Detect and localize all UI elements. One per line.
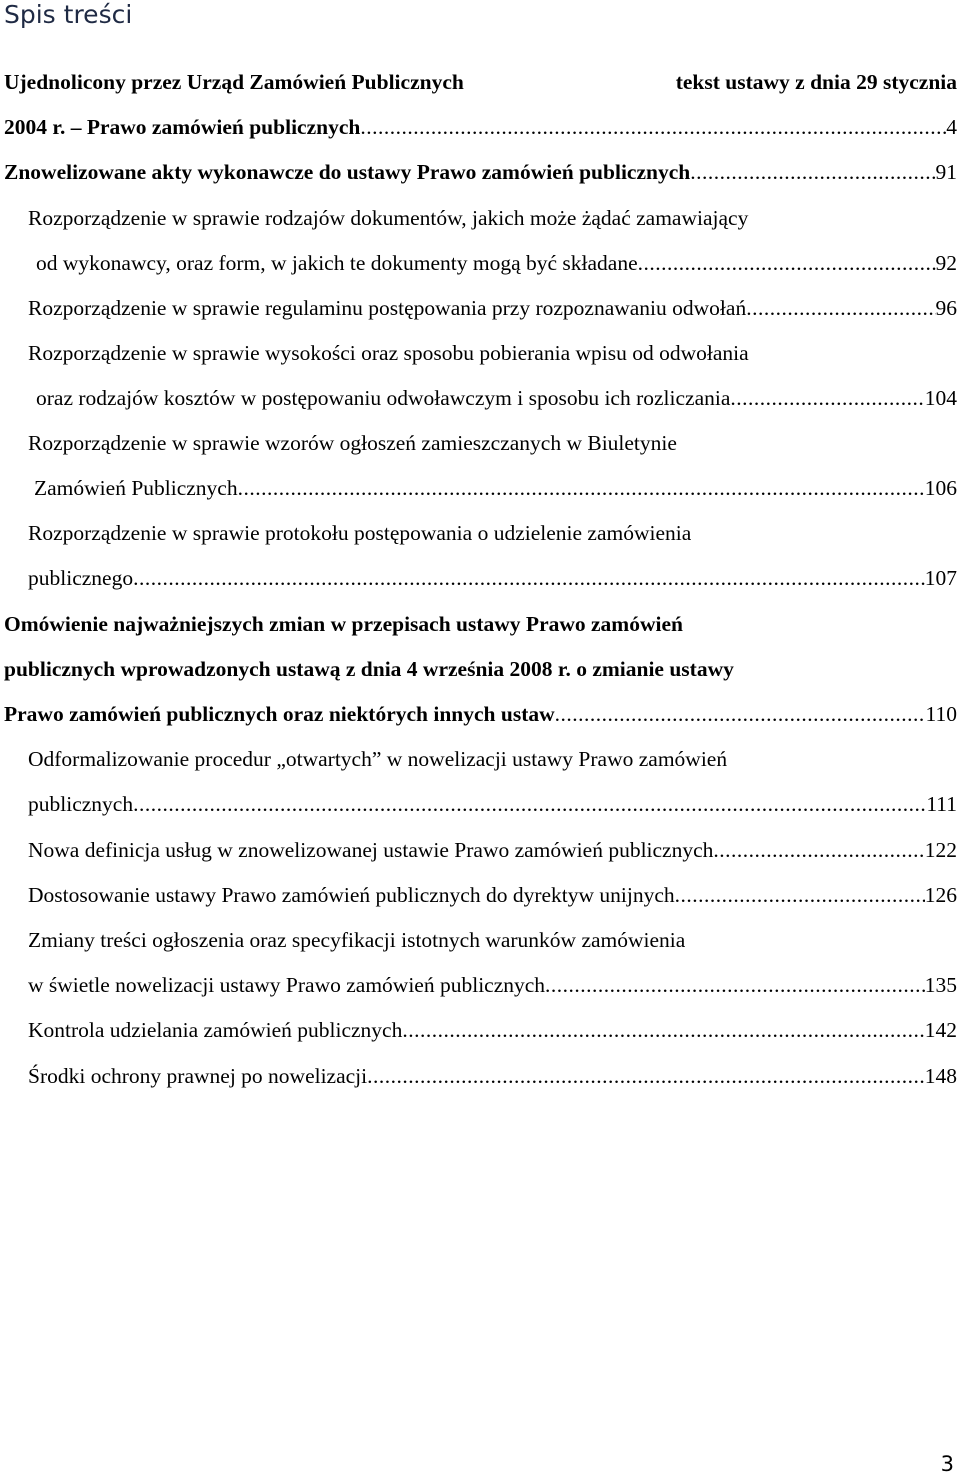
- toc-entry[interactable]: [28, 789, 957, 819]
- toc-entry[interactable]: [36, 383, 957, 413]
- toc-page-number: 4: [946, 115, 957, 139]
- toc-page-number: 92: [935, 251, 957, 275]
- toc-entry-text: publicznych: [28, 792, 134, 816]
- toc-page-number: 106: [924, 476, 957, 500]
- toc-entry[interactable]: [4, 112, 957, 142]
- toc-title: Spis treści: [4, 0, 133, 29]
- toc-page-number: 104: [924, 386, 957, 410]
- toc-entry-text: Rozporządzenie w sprawie wzorów ogłoszeń zamieszczanych w Biuletynie: [28, 431, 677, 455]
- toc-entry-text: Omówienie najważniejszych zmian w przepisach ustawy Prawo zamówień: [4, 612, 683, 636]
- toc-entry-text: Ujednolicony przez Urząd Zamówień Publicznych: [4, 70, 464, 94]
- page-number: 3: [940, 1452, 954, 1476]
- toc-leader: [238, 473, 925, 503]
- toc-page-number: 148: [924, 1064, 957, 1088]
- toc-leader: [690, 157, 935, 187]
- toc-entry[interactable]: [4, 654, 957, 684]
- toc-entry-text: publicznych wprowadzonych ustawą z dnia 4 września 2008 r. o zmianie ustawy: [4, 657, 734, 681]
- toc-leader: [746, 293, 935, 323]
- toc-entry[interactable]: [28, 563, 957, 593]
- toc-leader: [367, 1061, 925, 1091]
- toc-entry[interactable]: [28, 925, 957, 955]
- toc-entry-text: Środki ochrony prawnej po nowelizacji: [28, 1064, 368, 1088]
- toc-entry[interactable]: [4, 67, 957, 97]
- toc-entry-text: Rozporządzenie w sprawie wysokości oraz sposobu pobierania wpisu od odwołania: [28, 341, 749, 365]
- toc-page-number: 91: [935, 160, 957, 184]
- toc-entry-text: Prawo zamówień publicznych oraz niektórych innych ustaw: [4, 702, 555, 726]
- toc-entry[interactable]: [34, 473, 957, 503]
- toc-entry-text: Zamówień Publicznych: [34, 476, 238, 500]
- toc-entry-text: Zmiany treści ogłoszenia oraz specyfikacji istotnych warunków zamówienia: [28, 928, 686, 952]
- toc-leader: [555, 699, 926, 729]
- toc-leader: [133, 563, 925, 593]
- toc-page-number: 122: [924, 838, 957, 862]
- toc-entry[interactable]: [28, 744, 957, 774]
- toc-entry-text: w świetle nowelizacji ustawy Prawo zamówień publicznych: [28, 973, 546, 997]
- toc-entry-text: Rozporządzenie w sprawie protokołu postępowania o udzielenie zamówienia: [28, 521, 692, 545]
- toc-entry-text: Znowelizowane akty wykonawcze do ustawy Prawo zamówień publicznych: [4, 160, 691, 184]
- toc-entry-text: Nowa definicja usług w znowelizowanej ustawie Prawo zamówień publicznych: [28, 838, 714, 862]
- toc-page-number: 107: [924, 566, 957, 590]
- toc-entry[interactable]: [28, 1061, 957, 1091]
- toc-leader: [713, 835, 924, 865]
- toc-leader: [675, 880, 925, 910]
- toc-entry-text: 2004 r. – Prawo zamówień publicznych: [4, 115, 361, 139]
- toc-entry[interactable]: [28, 1015, 957, 1045]
- toc-page-number: 111: [926, 792, 957, 816]
- toc-page-number: 142: [924, 1018, 957, 1042]
- toc-entry[interactable]: [28, 970, 957, 1000]
- toc-leader: [730, 383, 924, 413]
- toc-leader: [402, 1015, 924, 1045]
- toc-entry[interactable]: [28, 293, 957, 323]
- toc-entry[interactable]: [28, 428, 957, 458]
- toc-entry-text: Kontrola udzielania zamówień publicznych: [28, 1018, 403, 1042]
- toc-leader: [545, 970, 925, 1000]
- toc-entry[interactable]: [4, 157, 957, 187]
- toc-entry[interactable]: [28, 338, 957, 368]
- toc-leader: [133, 789, 926, 819]
- toc-entry-text: oraz rodzajów kosztów w postępowaniu odwoławczym i sposobu ich rozliczania: [36, 386, 731, 410]
- toc-entry-text: Dostosowanie ustawy Prawo zamówień publicznych do dyrektyw unijnych: [28, 883, 675, 907]
- toc-entry[interactable]: [28, 880, 957, 910]
- toc-entry[interactable]: [28, 203, 957, 233]
- toc-entry-text: Rozporządzenie w sprawie rodzajów dokumentów, jakich może żądać zamawiający: [28, 206, 749, 230]
- toc-entry[interactable]: [4, 609, 957, 639]
- toc-page-number: 96: [935, 296, 957, 320]
- toc-entry-text: od wykonawcy, oraz form, w jakich te dokumenty mogą być składane: [36, 251, 638, 275]
- toc-page-number: 135: [924, 973, 957, 997]
- toc-entry-text: Odformalizowanie procedur „otwartych” w nowelizacji ustawy Prawo zamówień: [28, 747, 728, 771]
- toc-page-number: 126: [924, 883, 957, 907]
- toc-entry-text: publicznego: [28, 566, 134, 590]
- toc-page-number: 110: [925, 702, 957, 726]
- toc-entry[interactable]: [28, 518, 957, 548]
- toc-entry-text: Rozporządzenie w sprawie regulaminu postępowania przy rozpoznawaniu odwołań: [28, 296, 747, 320]
- toc-entry[interactable]: [36, 248, 957, 278]
- toc-entry-text: tekst ustawy z dnia 29 stycznia: [675, 70, 957, 94]
- toc-entry[interactable]: [28, 835, 957, 865]
- toc-leader: [360, 112, 946, 142]
- toc-leader: [638, 248, 936, 278]
- toc-entry[interactable]: [4, 699, 957, 729]
